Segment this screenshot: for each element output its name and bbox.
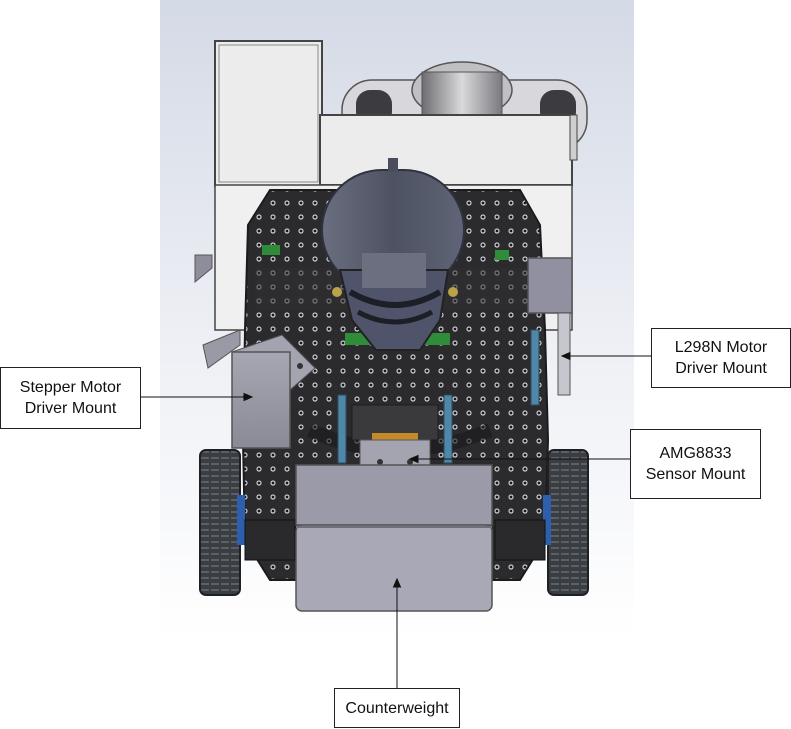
amg8833-sensor-mount [352, 405, 438, 470]
callout-stepper-driver-mount: Stepper Motor Driver Mount [0, 367, 141, 429]
right-wheel [543, 450, 588, 595]
right-motor-block [495, 520, 545, 560]
callout-amg8833-sensor-mount: AMG8833 Sensor Mount [630, 429, 761, 499]
standoff [444, 395, 452, 463]
callout-l298n-driver-mount: L298N Motor Driver Mount [651, 328, 791, 388]
standoff [531, 330, 539, 405]
standoff [338, 395, 346, 463]
left-motor-block [245, 520, 295, 560]
counterweight [296, 465, 492, 611]
left-wheel [200, 450, 245, 595]
pipe [422, 72, 502, 120]
callout-counterweight: Counterweight [334, 688, 460, 728]
